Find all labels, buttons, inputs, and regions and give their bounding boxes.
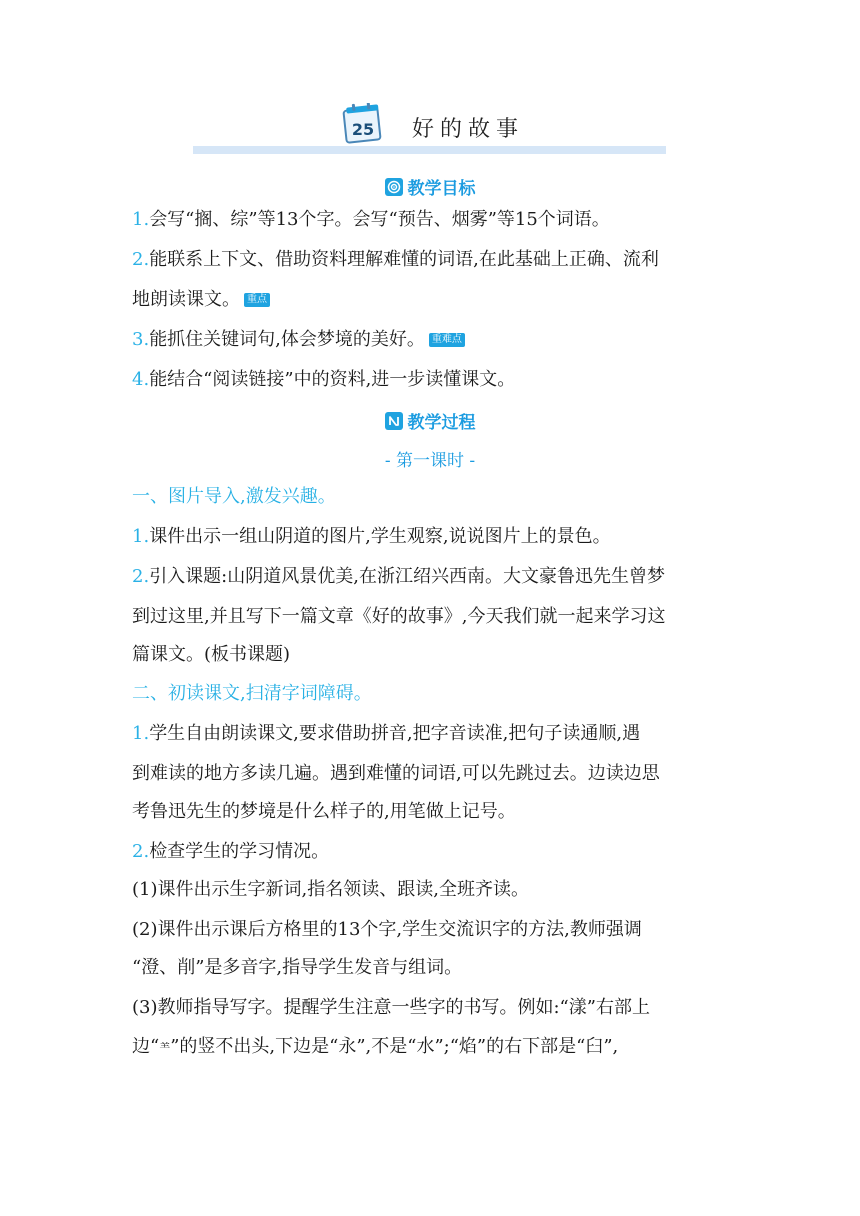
lesson-header [0, 95, 860, 165]
period-label: - 第一课时 - [384, 451, 476, 471]
process-item-2-1-cont2: 考鲁迅先生的梦境是什么样子的,用笔做上记号。 [132, 801, 516, 822]
subitem-3: (3)教师指导写字。提醒学生注意一些字的书写。例如:“漾”右部上 [132, 997, 650, 1018]
goals-section-header [0, 174, 860, 202]
calendar-badge-icon [342, 103, 384, 145]
goal-item-2-cont: 地朗读课文。 重点 [132, 288, 270, 312]
goal-item-4: 4.能结合“阅读链接”中的资料,进一步读懂课文。 [132, 369, 516, 390]
goal-item-3: 3.能抓住关键词句,体会梦境的美好。 重难点 [132, 328, 465, 352]
process-icon [385, 412, 403, 430]
goal-item-2: 2.能联系上下文、借助资料理解难懂的词语,在此基础上正确、流利 [132, 249, 659, 270]
radical-glyph: ⺷ [159, 1041, 171, 1054]
process-item-1-2-cont2: 篇课文。(板书课题) [132, 644, 291, 665]
process-section-header [0, 408, 860, 436]
header-underline [193, 146, 666, 154]
process-item-1-2: 2.引入课题:山阴道风景优美,在浙江绍兴西南。大文豪鲁迅先生曾梦 [132, 566, 665, 587]
process-item-1-2-cont1: 到过这里,并且写下一篇文章《好的故事》,今天我们就一起来学习这 [132, 606, 666, 627]
difficult-point-badge: 重难点 [429, 333, 465, 347]
target-icon [385, 178, 403, 196]
process-item-2-1-cont1: 到难读的地方多读几遍。遇到难懂的词语,可以先跳过去。边读边思 [132, 763, 660, 784]
lesson-title: 好的故事 [412, 117, 525, 142]
subitem-3-cont: 边“⺷”的竖不出头,下边是“永”,不是“水”;“焰”的右下部是“臼”, [132, 1036, 619, 1057]
process-title: 教学过程 [407, 413, 476, 433]
process-item-2-1: 1.学生自由朗读课文,要求借助拼音,把字音读准,把句子读通顺,遇 [132, 723, 641, 744]
section-heading-1: 一、图片导入,激发兴趣。 [132, 486, 336, 507]
key-point-badge: 重点 [244, 293, 270, 307]
subitem-1: (1)课件出示生字新词,指名领读、跟读,全班齐读。 [132, 879, 529, 900]
goal-item-1: 1.会写“搁、综”等13个字。会写“预告、烟雾”等15个词语。 [132, 209, 610, 230]
process-item-1-1: 1.课件出示一组山阴道的图片,学生观察,说说图片上的景色。 [132, 526, 611, 547]
subitem-2-cont: “澄、削”是多音字,指导学生发音与组词。 [132, 957, 463, 978]
lesson-number: 25 [351, 120, 375, 139]
section-heading-2: 二、初读课文,扫清字词障碍。 [132, 683, 372, 704]
goals-title: 教学目标 [407, 179, 476, 199]
process-item-2-2: 2.检查学生的学习情况。 [132, 841, 330, 862]
subitem-2: (2)课件出示课后方格里的13个字,学生交流识字的方法,教师强调 [132, 919, 642, 940]
